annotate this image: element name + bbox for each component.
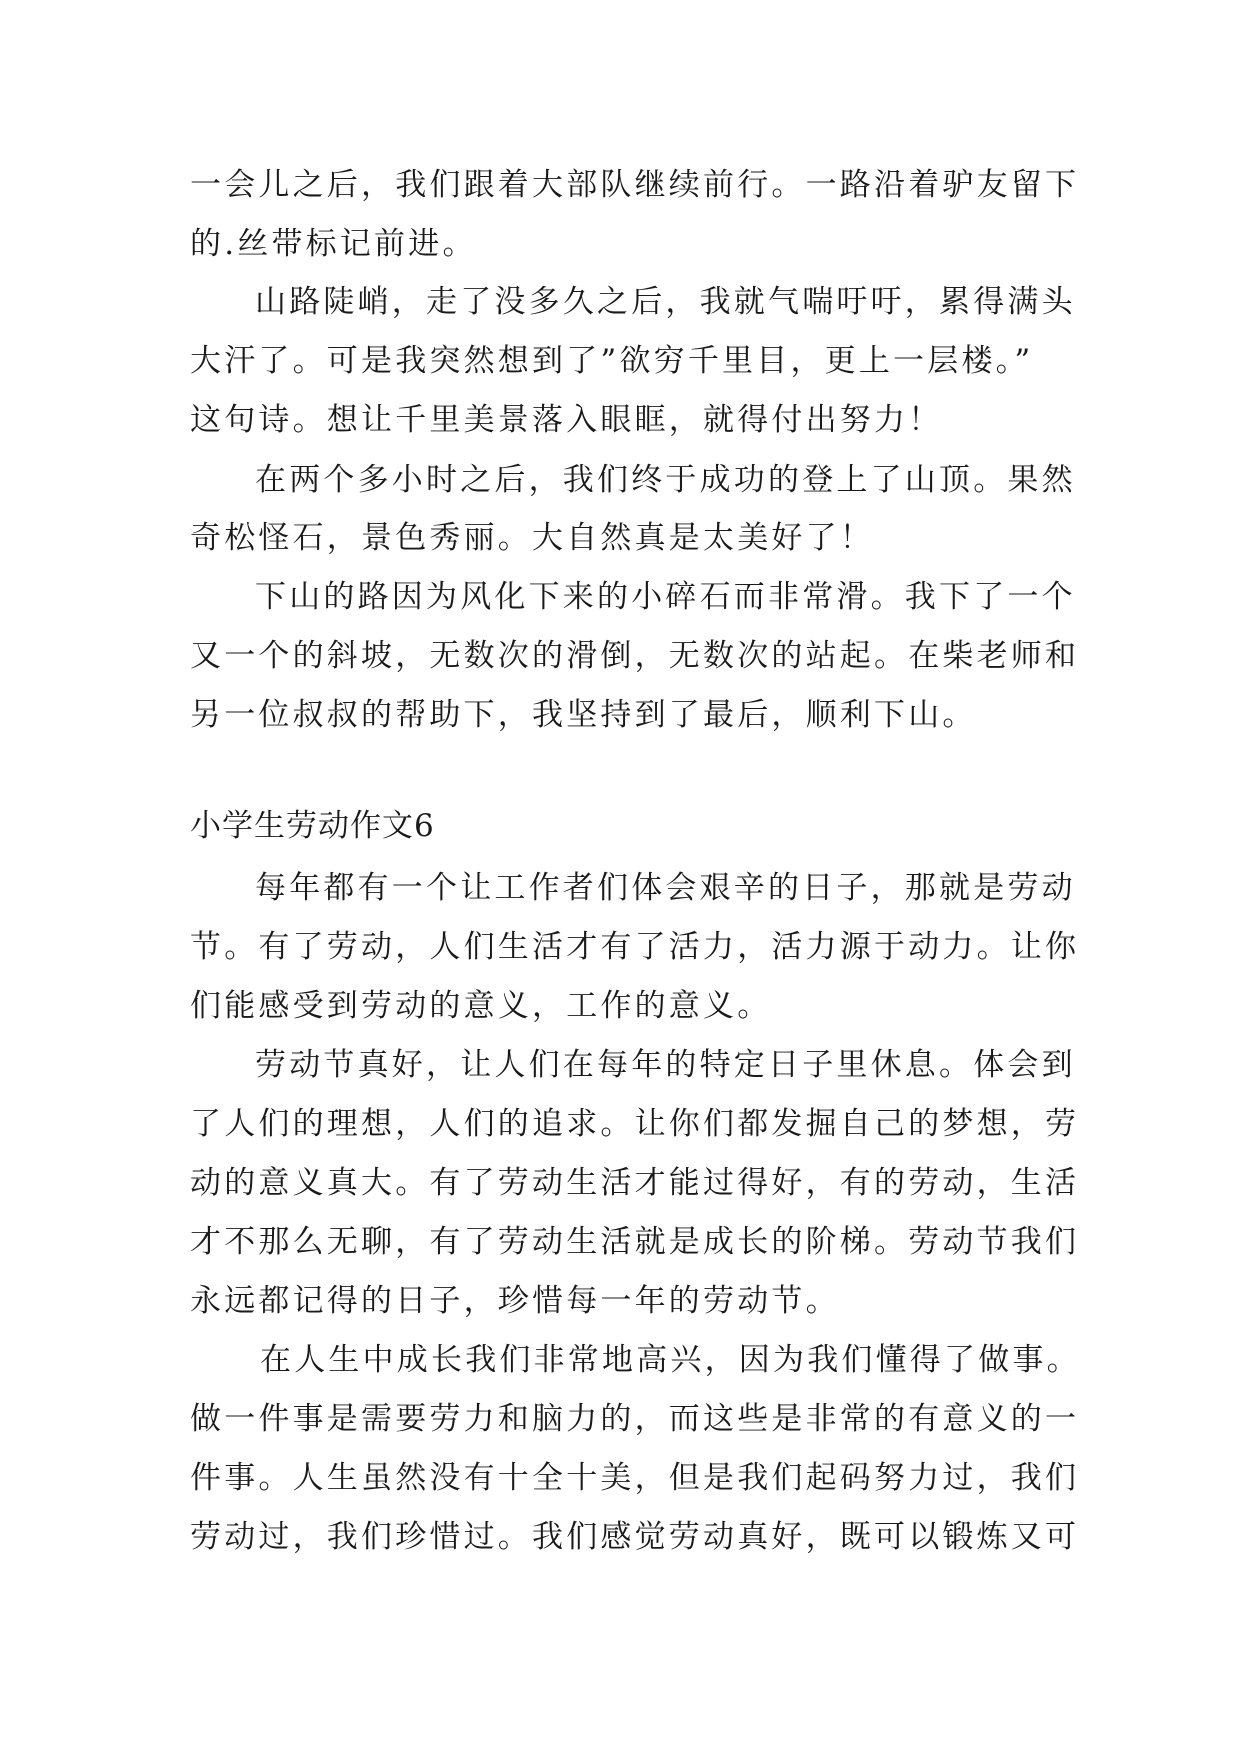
text-line: 动的意义真大。有了劳动生活才能过得好，有的劳动，生活 — [190, 1165, 1080, 1201]
text-line: 劳动过，我们珍惜过。我们感觉劳动真好，既可以锻炼又可 — [190, 1519, 1080, 1555]
text-line: 山路陡峭，走了没多久之后，我就气喘吁吁，累得满头 — [255, 284, 1076, 320]
text-line: 又一个的斜坡，无数次的滑倒，无数次的站起。在柴老师和 — [190, 638, 1080, 674]
text-line: 了人们的理想，人们的追求。让你们都发掘自己的梦想，劳 — [190, 1106, 1080, 1142]
text-line: 这句诗。想让千里美景落入眼眶，就得付出努力！ — [190, 402, 943, 438]
text-line: 奇松怪石，景色秀丽。大自然真是太美好了！ — [190, 520, 874, 556]
text-line: 节。有了劳动，人们生活才有了活力，活力源于动力。让你 — [190, 929, 1080, 965]
text-line: 一会儿之后，我们跟着大部队继续前行。一路沿着驴友留下 — [190, 167, 1080, 203]
text-line: 在人生中成长我们非常地高兴，因为我们懂得了做事。 — [260, 1342, 1081, 1378]
text-line: 每年都有一个让工作者们体会艰辛的日子，那就是劳动 — [255, 870, 1076, 906]
text-line: 下山的路因为风化下来的小碎石而非常滑。我下了一个 — [255, 579, 1076, 615]
text-line: 做一件事是需要劳力和脑力的，而这些是非常的有意义的一 — [190, 1401, 1080, 1437]
text-line: 在两个多小时之后，我们终于成功的登上了山顶。果然 — [255, 462, 1076, 498]
section-heading: 小学生劳动作文6 — [190, 808, 435, 844]
text-line: 们能感受到劳动的意义，工作的意义。 — [190, 988, 772, 1024]
text-line: 件事。人生虽然没有十全十美，但是我们起码努力过，我们 — [190, 1460, 1080, 1496]
text-line: 劳动节真好，让人们在每年的特定日子里休息。体会到 — [255, 1047, 1076, 1083]
text-line: 大汗了。可是我突然想到了”欲穷千里目，更上一层楼。” — [190, 343, 1034, 379]
text-line: 的.丝带标记前进。 — [190, 226, 477, 262]
text-line: 才不那么无聊，有了劳动生活就是成长的阶梯。劳动节我们 — [190, 1224, 1080, 1260]
text-line: 另一位叔叔的帮助下，我坚持到了最后，顺利下山。 — [190, 697, 977, 733]
text-line: 永远都记得的日子，珍惜每一年的劳动节。 — [190, 1283, 840, 1319]
